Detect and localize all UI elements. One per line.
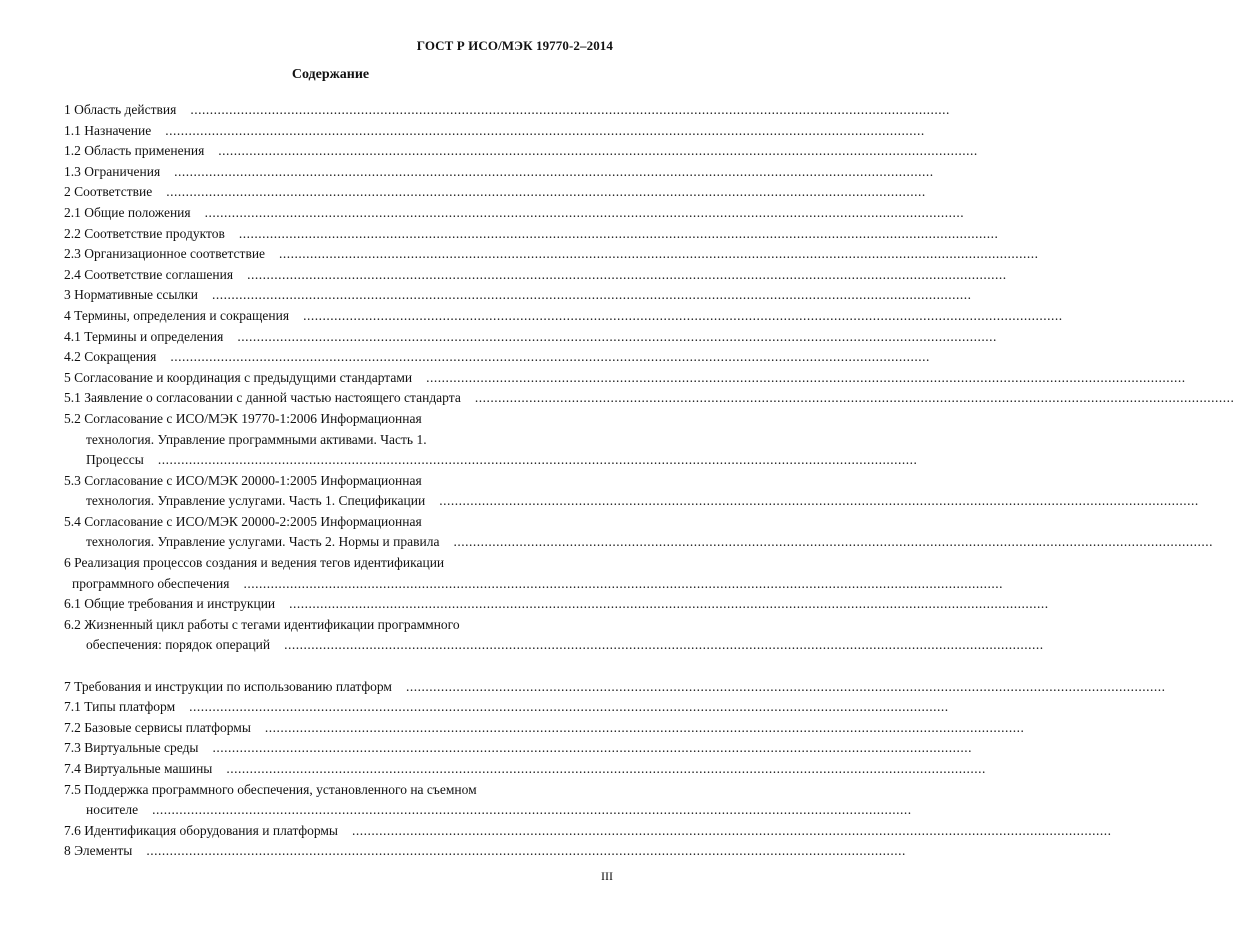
toc-entry-text: 3 Нормативные ссылки [64,287,198,303]
dot-leader: .................................................................................................................................................................................................... [190,102,950,117]
dot-leader: .................................................................................................................................................................................................... [474,390,1234,406]
toc-entry-1-1[interactable] [64,121,925,142]
toc-entry-text: 2.4 Соответствие соглашения [64,266,234,282]
dot-leader: .................................................................................................................................................................................................... [247,266,1007,282]
dot-leader: .................................................................................................................................................................................................... [439,493,1199,509]
toc-entry-7-2[interactable] [64,718,1025,739]
dot-leader: .................................................................................................................................................................................................... [174,163,934,179]
toc-entry-text: 1.1 Назначение [64,122,152,138]
toc-entry-text: 4.2 Сокращения [64,349,157,365]
toc-entry-3[interactable] [64,285,972,306]
toc-entry-text: 6 Реализация процессов создания и ведения тегов идентификации [64,555,445,571]
toc-entry-7-5[interactable] [64,780,912,821]
dot-leader: .................................................................................................................................................................................................... [243,575,1003,591]
dot-leader: .................................................................................................................................................................................................... [146,843,906,859]
toc-entry-text: 5.2 Согласование с ИСО/МЭК 19770-1:2006 Информационная [64,410,422,426]
dot-leader: .................................................................................................................................................................................................... [426,369,1186,385]
toc-entry-text: носителе [86,802,139,818]
page-number: III [601,869,613,883]
toc-entry-7-1[interactable] [64,697,949,718]
toc-entry-text: 4 Термины, определения и сокращения [64,307,290,323]
toc-entry-text: 5.1 Заявление о согласовании с данной частью настоящего стандарта [64,390,461,406]
dot-leader: .................................................................................................................................................................................................... [303,307,1063,323]
toc-entry-text: 6.1 Общие требования и инструкции [64,596,276,612]
toc-entry-text: 6.2 Жизненный цикл работы с тегами идентификации программного [64,616,460,632]
toc-entry-1-3[interactable] [64,162,934,183]
toc-entry-text: 7.5 Поддержка программного обеспечения, установленного на съемном [64,781,477,797]
dot-leader: .................................................................................................................................................................................................... [170,349,930,365]
dot-leader: .................................................................................................................................................................................................... [264,719,1025,735]
dot-leader: .................................................................................................................................................................................................... [289,596,1049,612]
toc-entry-text: программного обеспечения [72,575,230,591]
toc-entry-4[interactable] [64,306,1063,327]
dot-leader: .................................................................................................................................................................................................... [165,122,925,138]
dot-leader: .................................................................................................................................................................................................... [212,740,973,756]
toc-entry-text: 7.1 Типы платформ [64,699,176,715]
dot-leader: .................................................................................................................................................................................................... [237,328,997,344]
toc-entry-text: 2.1 Общие положения [64,204,191,220]
dot-leader: .................................................................................................................................................................................................... [212,287,972,303]
toc-entry-2-3[interactable] [64,244,1039,265]
toc-entry-text: технология. Управление услугами. Часть 2. Нормы и правила [86,534,440,550]
toc-entry-text: 7 Требования и инструкции по использованию платформ [64,678,392,694]
toc-entry-2-2[interactable] [64,224,999,245]
toc-entry-text: 2.2 Соответствие продуктов [64,225,225,241]
toc-entry-2-1[interactable] [64,203,965,224]
toc-entry-1[interactable] [64,100,950,121]
toc-entry-text: 1 Область действия [64,102,177,117]
toc-entry-5-3[interactable] [64,471,1199,512]
dot-leader: .................................................................................................................................................................................................... [453,534,1213,550]
toc-entry-5-1[interactable] [64,388,1234,409]
toc-entry-7-4[interactable] [64,759,986,780]
toc-entry-5-2[interactable] [64,409,918,471]
toc-entry-5-4[interactable] [64,512,1213,553]
toc-entry-4-2[interactable] [64,347,930,368]
toc-entry-4-1[interactable] [64,327,997,348]
toc-entry-8[interactable] [64,841,906,862]
dot-leader: .................................................................................................................................................................................................... [279,246,1039,262]
dot-leader: .................................................................................................................................................................................................... [204,204,965,220]
dot-leader: .................................................................................................................................................................................................... [284,637,1044,653]
standard-header: ГОСТ Р ИСО/МЭК 19770-2–2014 [416,38,613,53]
toc-entry-text: технология. Управление услугами. Часть 1. Спецификации [86,493,426,509]
toc-entry-text: 7.3 Виртуальные среды [64,740,199,756]
toc-entry-text: 7.6 Идентификация оборудования и платформы [64,822,339,838]
toc-entry-7-6[interactable] [64,821,1112,842]
dot-leader: .................................................................................................................................................................................................... [218,143,978,159]
toc-entry-text: технология. Управление программными активами. Часть 1. [86,431,427,447]
toc-entry-5[interactable] [64,368,1186,389]
toc-entry-text: 7.4 Виртуальные машины [64,761,213,776]
toc-entry-text: обеспечения: порядок операций [86,637,271,653]
toc-entry-text: 5.3 Согласование с ИСО/МЭК 20000-1:2005 Информационная [64,472,422,488]
toc-entry-text: 5 Согласование и координация с предыдущими стандартами [64,369,413,385]
dot-leader: .................................................................................................................................................................................................... [152,802,912,818]
dot-leader: .................................................................................................................................................................................................... [157,452,918,468]
toc-entry-2[interactable] [64,182,926,203]
toc-entry-6-1[interactable] [64,594,1049,615]
toc-entry-text: 2 Соответствие [64,184,153,200]
toc-title: Содержание [291,67,370,82]
toc-entry-text: 1.2 Область применения [64,143,205,159]
toc-entry-text: 7.2 Базовые сервисы платформы [64,719,251,735]
toc-entry-2-4[interactable] [64,265,1007,286]
toc-entry-6[interactable] [64,553,1003,594]
toc-entry-7[interactable] [64,677,1166,698]
toc-entry-text: Процессы [86,452,144,468]
toc-entry-text: 1.3 Ограничения [64,163,161,179]
dot-leader: .................................................................................................................................................................................................... [405,678,1166,694]
toc-entry-1-2[interactable] [64,141,978,162]
dot-leader: .................................................................................................................................................................................................... [189,699,949,715]
toc-entry-text: 2.3 Организационное соответствие [64,246,266,262]
dot-leader: .................................................................................................................................................................................................... [352,822,1112,838]
dot-leader: .................................................................................................................................................................................................... [238,225,999,241]
table-of-contents [64,100,1234,862]
toc-entry-text: 4.1 Термины и определения [64,328,224,344]
dot-leader: .................................................................................................................................................................................................... [226,761,986,776]
toc-entry-6-2[interactable] [64,615,1044,656]
toc-entry-text: 8 Элементы [64,843,133,859]
toc-entry-7-3[interactable] [64,738,973,759]
dot-leader: .................................................................................................................................................................................................... [166,184,926,200]
toc-entry-text: 5.4 Согласование с ИСО/МЭК 20000-2:2005 Информационная [64,513,422,529]
